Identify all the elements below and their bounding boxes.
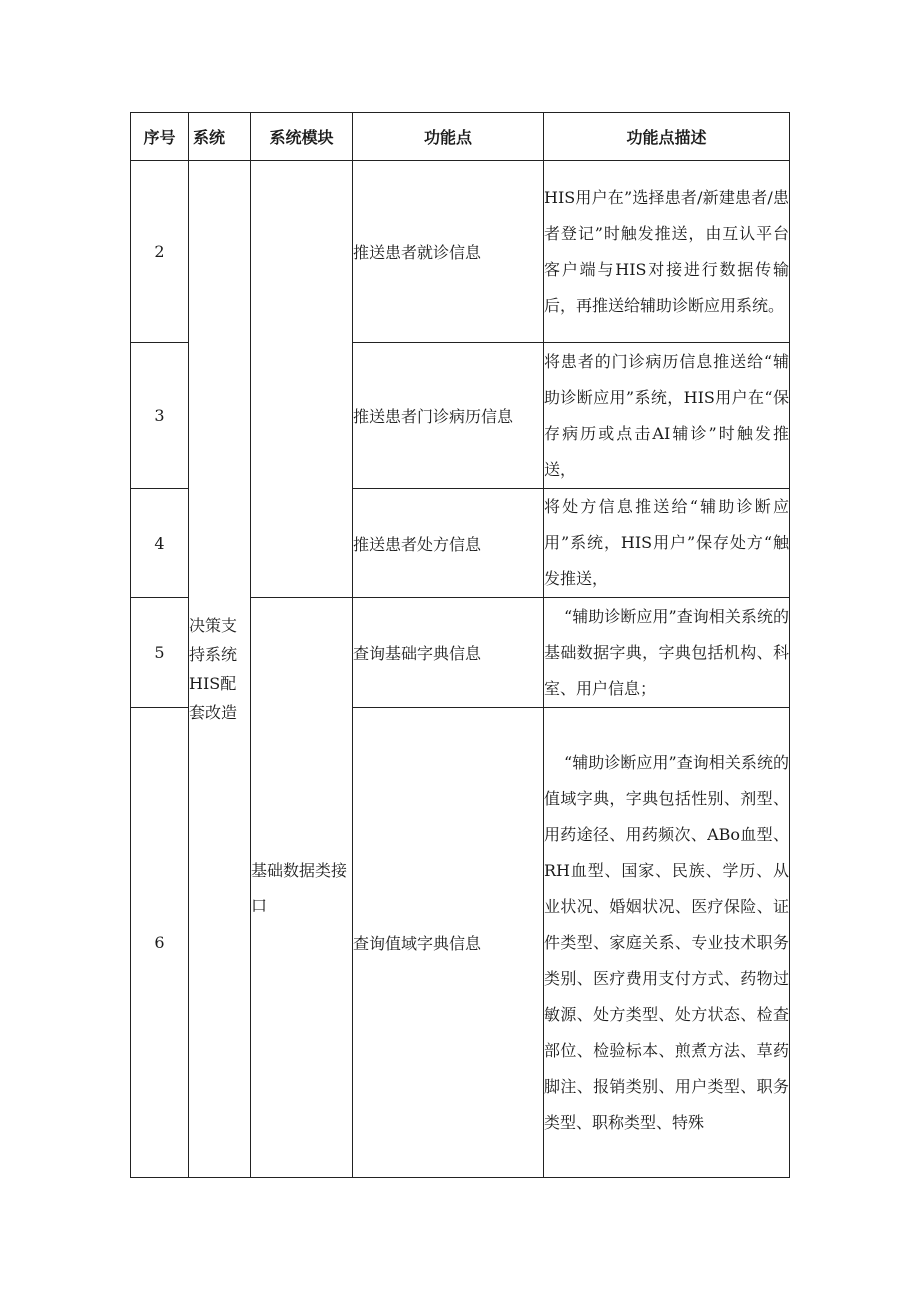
- description-cell: “辅助诊断应用”查询相关系统的值域字典，字典包括性别、剂型、用药途径、用药频次、ABo血型、RH血型、国家、民族、学历、从业状况、婚姻状况、医疗保险、证件类型、家庭关系、专业技术职务类别、医疗费用支付方式、药物过敏源、处方类型、处方状态、检查部位、检验标本、煎煮方法、草药脚注、报销类别、用户类型、职务类型、职称类型、特殊: [544, 708, 790, 1178]
- header-module: 系统模块: [251, 113, 353, 161]
- header-description: 功能点描述: [544, 113, 790, 161]
- function-cell: 推送患者就诊信息: [353, 161, 544, 343]
- function-cell: 推送患者处方信息: [353, 489, 544, 598]
- description-cell: HIS用户在”选择患者/新建患者/患者登记”时触发推送，由互认平台客户端与HIS对接进行数据传输后，再推送给辅助诊断应用系统。: [544, 161, 790, 343]
- module-cell-empty: [251, 161, 353, 598]
- function-spec-table: [130, 112, 790, 1178]
- description-cell: 将处方信息推送给“辅助诊断应用”系统，HIS用户”保存处方“触发推送，: [544, 489, 790, 598]
- row-number: 4: [131, 489, 189, 598]
- function-cell: 推送患者门诊病历信息: [353, 343, 544, 489]
- header-no: 序号: [131, 113, 189, 161]
- row-number: 5: [131, 598, 189, 708]
- header-function: 功能点: [353, 113, 544, 161]
- row-number: 2: [131, 161, 189, 343]
- function-cell: 查询值域字典信息: [353, 708, 544, 1178]
- table-header-row: [131, 113, 790, 161]
- description-cell: 将患者的门诊病历信息推送给“辅助诊断应用”系统，HIS用户在“保存病历或点击AI辅诊”时触发推送，: [544, 343, 790, 489]
- row-number: 3: [131, 343, 189, 489]
- row-number: 6: [131, 708, 189, 1178]
- module-cell: 基础数据类接口: [251, 598, 353, 1178]
- header-system: 系统: [189, 113, 251, 161]
- function-cell: 查询基础字典信息: [353, 598, 544, 708]
- table-row: [131, 161, 790, 343]
- system-name-cell: 决策支持系统HIS配套改造: [189, 161, 251, 1178]
- description-cell: “辅助诊断应用”查询相关系统的基础数据字典，字典包括机构、科室、用户信息；: [544, 598, 790, 708]
